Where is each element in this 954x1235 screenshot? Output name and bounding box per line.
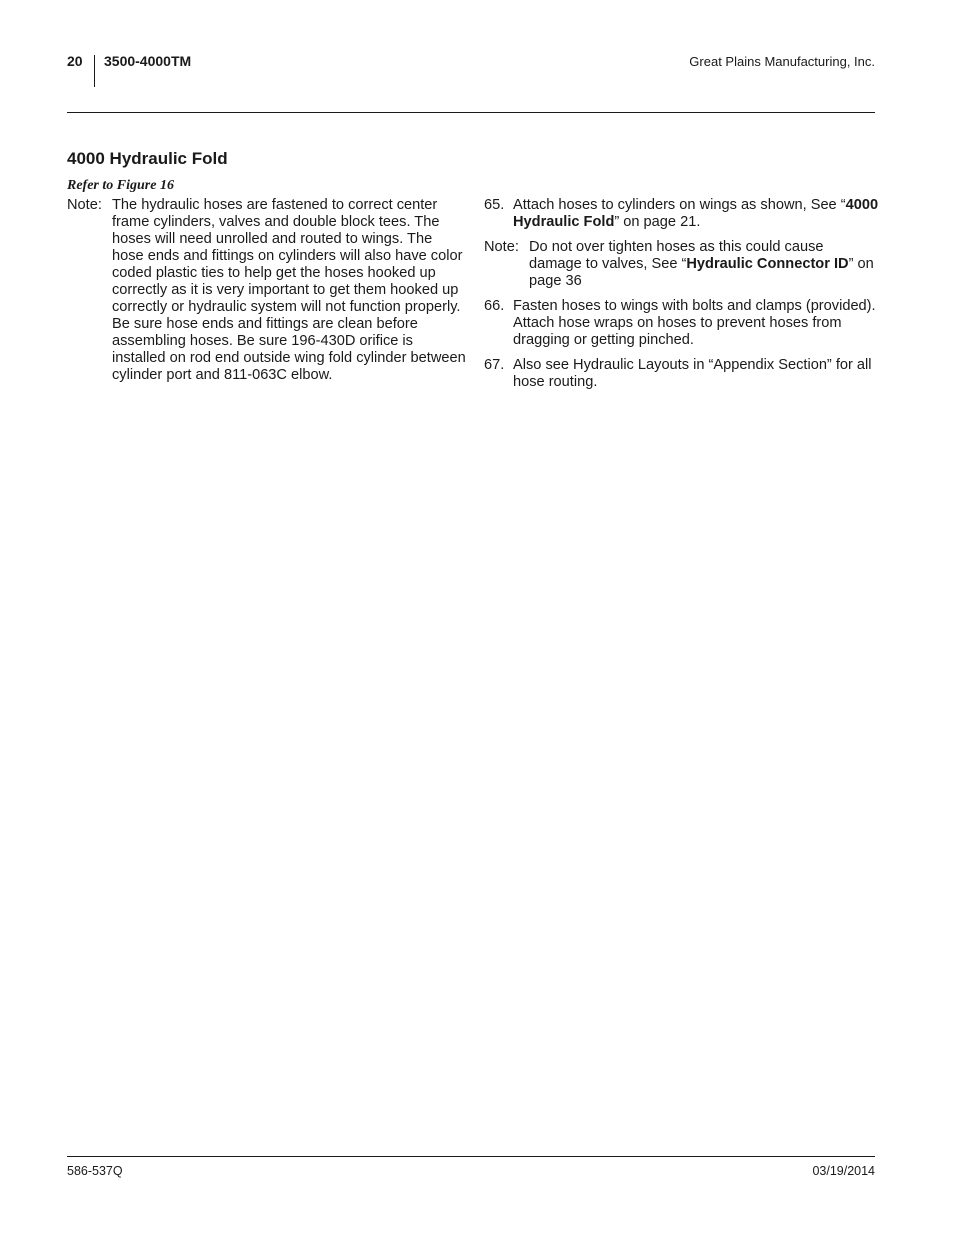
- note-text-post: ” on page 36: [529, 256, 874, 289]
- note-block: [67, 197, 467, 384]
- note-label: Note:: [67, 197, 102, 213]
- step-number: 65.: [484, 197, 505, 213]
- revision-date: 03/19/2014: [812, 1164, 875, 1178]
- figure-reference: Refer to Figure 16: [67, 178, 174, 193]
- footer-rule: [67, 1156, 875, 1157]
- step-66: [484, 298, 879, 349]
- step-text: [513, 197, 879, 231]
- note-text: The hydraulic hoses are fastened to correct center frame cylinders, valves and double block tees. The hoses will need unrolled and routed to wings. The hose ends and fittings on cylinders will also have color coded plastic ties to help get the hoses hooked up correctly as it is very important to get them hooked up correctly or hydraulic system will not function properly. Be sure hose ends and fittings are clean before assembling hoses. Be sure 196-430D orifice is installed on rod end outside wing fold cylinder between cylinder port and 811-063C elbow.: [112, 197, 466, 383]
- left-column: [67, 197, 467, 384]
- step-67: [484, 357, 879, 391]
- page-number: 20: [67, 53, 83, 69]
- header-divider: [94, 55, 95, 87]
- step-number: 67.: [484, 357, 505, 373]
- note-text: [529, 239, 879, 290]
- right-column: [484, 197, 879, 391]
- step-65: [484, 197, 879, 231]
- section-title: 4000 Hydraulic Fold: [67, 149, 228, 168]
- note-label: Note:: [484, 239, 519, 255]
- part-number: 586-537Q: [67, 1164, 123, 1178]
- company-name: Great Plains Manufacturing, Inc.: [689, 54, 875, 69]
- right-note-block: [484, 239, 879, 290]
- step-text: Fasten hoses to wings with bolts and clamps (provided). Attach hose wraps on hoses to prevent hoses from dragging or getting pinched.: [513, 298, 876, 348]
- note-text-pre: Do not over tighten hoses as this could cause damage to valves, See “: [529, 239, 824, 272]
- step-text-post: ” on page 21.: [614, 214, 701, 230]
- cross-reference-link: Hydraulic Connector ID: [686, 256, 849, 272]
- header-rule: [67, 112, 875, 113]
- step-text-pre: Attach hoses to cylinders on wings as shown, See “: [513, 197, 846, 213]
- cross-reference-link: 4000 Hydraulic Fold: [513, 197, 879, 230]
- document-title: 3500-4000TM: [104, 53, 192, 69]
- step-text: Also see Hydraulic Layouts in “Appendix Section” for all hose routing.: [513, 357, 872, 390]
- step-number: 66.: [484, 298, 505, 314]
